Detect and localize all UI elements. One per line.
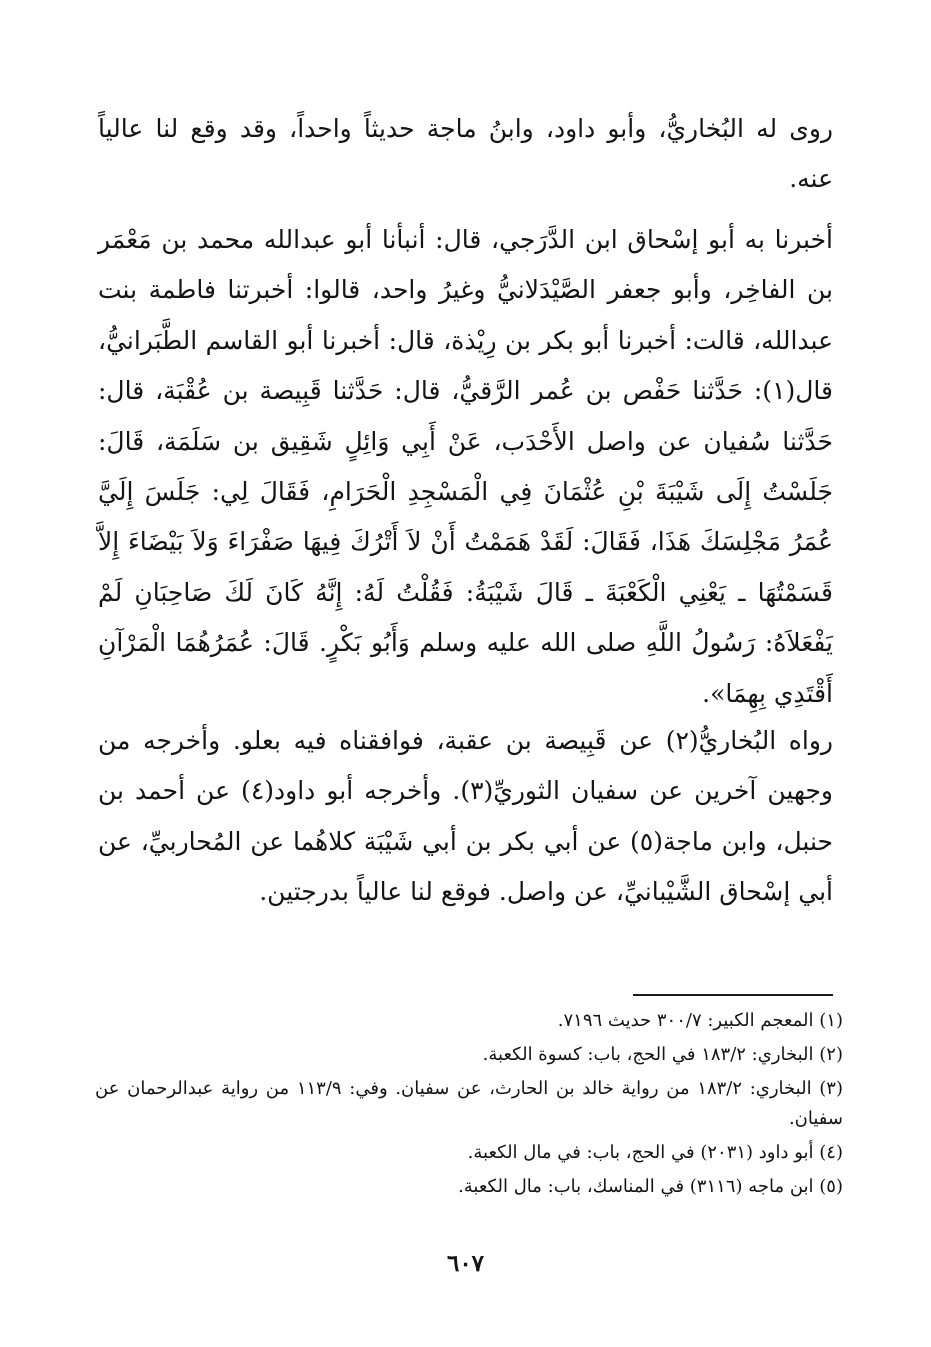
paragraph-takhrij <box>98 716 833 918</box>
footnote-2: (٢) البخاري: ١٨٣/٢ في الحج، باب: كسوة الكعبة. <box>482 1044 843 1065</box>
paragraph-narrators <box>98 104 833 205</box>
paragraph-text: رواه البُخاريُّ(٢) عن قَبِيصة بن عقبة، فوافقناه فيه بعلو. وأخرجه من وجهين آخرين عن سفيان الثوريِّ(٣). وأخرجه أبو داود(٤) عن أحمد بن حنبل، وابن ماجة(٥) عن أبي بكر بن أبي شَيْبَة كلاهُما عن المُحاربيِّ، عن أبي إسْحاق الشَّيْبانيِّ، عن واصل. فوقع لنا عالياً بدرجتين. <box>98 726 833 907</box>
paragraph-hadith-chain <box>98 215 833 719</box>
page-number: ٦٠٧ <box>446 1250 485 1277</box>
footnote-3: (٣) البخاري: ١٨٣/٢ من رواية خالد بن الحارث، عن سفيان. وفي: ١١٣/٩ من رواية عبدالرحمان عن سفيان. <box>95 1078 843 1129</box>
paragraph-text: روى له البُخاريُّ، وأبو داود، وابنُ ماجة حديثاً واحداً، وقد وقع لنا عالياً عنه. <box>98 114 833 194</box>
paragraph-text: أخبرنا به أبو إسْحاق ابن الدَّرَجي، قال: أنبأنا أبو عبدالله محمد بن مَعْمَر بن الفاخِر، وأبو جعفر الصَّيْدَلانيُّ وغيرُ واحد، قالوا: أخبرتنا فاطمة بنت عبدالله، قالت: أخبرنا أبو بكر بن رِيْذة، قال: أخبرنا أبو القاسم الطَّبَرانيُّ، قال(١): حَدَّثنا حَفْص بن عُمر الرَّقيُّ، قال: حَدَّثنا قَبِيصة بن عُقْبَة، قال: حَدَّثنا سُفيان عن واصل الأَحْدَب، عَنْ أَبِي وَائِلٍ شَقِيق بن سَلَمَة، قَالَ: جَلَسْتُ إِلَى شَيْبَةَ بْنِ عُثْمَانَ فِي الْمَسْجِدِ الْحَرَامِ، فَقَالَ لِي: جَلَسَ إِلَيَّ عُمَرُ مَجْلِسَكَ هَذَا، فَقَالَ: لَقَدْ هَمَمْتُ أَنْ لاَ أَتْرُكَ فِيهَا صَفْرَاءَ وَلاَ بَيْضَاءَ إِلاَّ قَسَمْتُهَا ـ يَعْنِي الْكَعْبَةَ ـ قَالَ شَيْبَةُ: فَقُلْتُ لَهُ: إِنَّهُ كَانَ لَكَ صَاحِبَانِ لَمْ يَفْعَلاَهُ: رَسُولُ اللَّهِ صلى الله عليه وسلم وَأَبُو بَكْرٍ. قَالَ: عُمَرُهُمَا الْمَرْآنِ أَقْتَدِي بِهِمَا». <box>98 225 833 708</box>
footnote-4: (٤) أبو داود (٢٠٣١) في الحج، باب: في مال الكعبة. <box>467 1142 843 1163</box>
footnote-5: (٥) ابن ماجه (٣١١٦) في المناسك، باب: مال الكعبة. <box>458 1176 843 1197</box>
footnote-1: (١) المعجم الكبير: ٣٠٠/٧ حديث ٧١٩٦. <box>557 1010 843 1031</box>
footnote-separator <box>633 994 833 996</box>
footnotes-list <box>95 1006 843 1206</box>
